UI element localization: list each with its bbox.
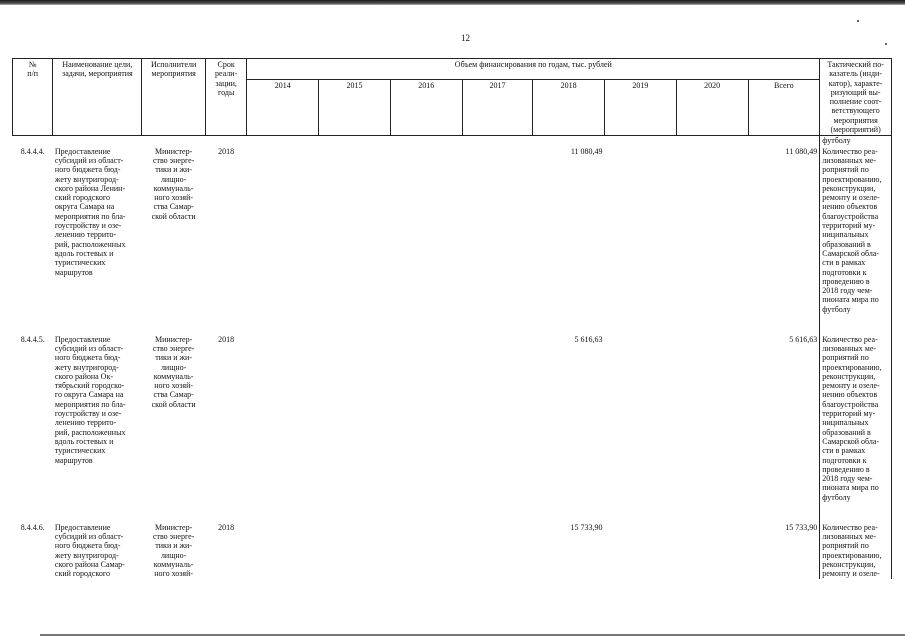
row-indicator: Количество реа- лизованных ме- роприятий по проектированию, реконструкции, ремонту и озеле-	[820, 522, 892, 580]
row-term: 2018	[218, 522, 235, 532]
row-indicator: Количество реа- лизованных ме- роприятий по проектированию, реконструкции, ремонту и озеле- нению объектов благоустройства территорий му- ниципальных образований в Самарской обла- сти в рамках подготовки к проведению в 2018 году чем- пионата мира по футболу	[820, 334, 892, 522]
header-year: 2017	[462, 80, 533, 136]
header-year: 2015	[319, 80, 391, 136]
header-term: Срок реали- зации, годы	[205, 59, 246, 136]
table-row	[13, 146, 892, 334]
scan-speck	[885, 43, 887, 45]
header-total: Всего	[748, 80, 820, 136]
header-number: № п/п	[13, 59, 53, 136]
header-name: Наименование цели, задачи, мероприятия	[53, 59, 142, 136]
row-number: 8.4.4.4.	[20, 146, 45, 156]
row-executor: Министер- ство энерге- тики и жи- лищно- коммуналь- ного хозяй- ства Самар- ской области	[151, 146, 196, 221]
row-executor: Министер- ство энерге- тики и жи- лищно- коммуналь- ного хозяй-	[152, 522, 195, 579]
table-header-row	[13, 59, 892, 80]
scan-edge-top	[0, 0, 905, 5]
scan-speck	[857, 20, 859, 22]
row-name: Предоставление субсидий из област- ного бюджета бюд- жету внутригород- ского района Ок- тябрьский городско- го округа Самара на мероприятия по бла- гоустройству и озе- ленению террито- рий, расположенных вдоль гостевых и туристических маршрутов	[54, 334, 126, 465]
row-name: Предоставление субсидий из област- ного бюджета бюд- жету внутригород- ского района Самар- ский городского	[54, 522, 125, 579]
header-executors: Исполнители мероприятия	[142, 59, 206, 136]
row-number: 8.4.4.5.	[20, 334, 45, 344]
row-amount-2018: 11 080,49	[570, 146, 603, 156]
row-name: Предоставление субсидий из област- ного бюджета бюд- жету внутригород- ского района Ленин- ский городского округа Самара на мероприятия по бла- гоустройству и озе- ленению террито- рий, расположенных вдоль гостевых и туристических маршрутов	[54, 146, 126, 277]
row-term: 2018	[218, 334, 235, 344]
header-year: 2014	[247, 80, 319, 136]
page-number: 12	[461, 33, 470, 43]
header-funding: Объем финансирования по годам, тыс. рублей	[247, 59, 820, 80]
table-row	[13, 334, 892, 522]
row-amount-2018: 15 733,90	[570, 522, 603, 532]
row-number: 8.4.4.6.	[20, 522, 45, 532]
header-year: 2018	[533, 80, 605, 136]
table-row	[13, 522, 892, 580]
row-indicator: Количество реа- лизованных ме- роприятий по проектированию, реконструкции, ремонту и озеле- нению объектов благоустройства территорий му- ниципальных образований в Самарской обла- сти в рамках подготовки к проведению в 2018 году чем- пионата мира по футболу	[820, 146, 892, 334]
row-amount-total: 15 733,90	[785, 522, 818, 532]
header-year: 2020	[676, 80, 748, 136]
row-amount-total: 5 616,63	[789, 334, 818, 344]
carryover-row	[13, 136, 892, 146]
row-executor: Министер- ство энерге- тики и жи- лищно- коммуналь- ного хозяй- ства Самар- ской области	[151, 334, 196, 409]
header-indicator: Тактический по- казатель (инди- катор), характе- ризующий вы- полнение соот- ветствующего мероприятия (мероприятий)	[820, 59, 892, 136]
header-year: 2019	[605, 80, 677, 136]
program-table	[12, 58, 892, 579]
scan-edge-bottom	[40, 634, 905, 636]
row-amount-total: 11 080,49	[785, 146, 818, 156]
row-term: 2018	[218, 146, 235, 156]
carryover-text: футболу	[820, 136, 892, 146]
row-amount-2018: 5 616,63	[574, 334, 603, 344]
header-year: 2016	[390, 80, 462, 136]
